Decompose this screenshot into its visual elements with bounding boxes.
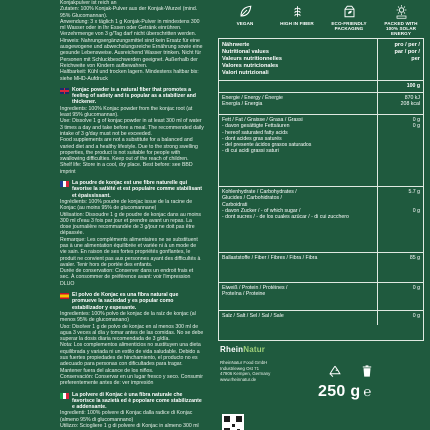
recycling-icon <box>328 364 342 378</box>
eco-packaging-icon <box>342 4 357 19</box>
uk-flag-icon <box>60 88 69 94</box>
de-line: Anwendung: 3 x täglich 1 g Konjak-Pulver in mindestens 300 ml Wasser oder in Ihr Essen oder Getränk einrühren. <box>60 18 200 32</box>
trash-bin-icon <box>360 364 374 378</box>
nutrition-row-salt <box>219 311 423 325</box>
italian-section <box>60 392 204 430</box>
badge-high-fiber <box>276 0 318 36</box>
brand-name-part1: Rhein <box>220 345 244 354</box>
brand-name-part2: Natur <box>243 345 266 354</box>
row-label: Eiweiß / Protein / Protéines / Proteína / Proteine <box>222 285 288 298</box>
nutrition-table <box>218 38 424 341</box>
feature-icons <box>216 0 430 36</box>
french-heading: La poudre de konjac est une fibre naturelle qui favorise la satiété et est populaire comme stabilisant et épaississant. <box>72 180 203 199</box>
brand-block <box>220 345 290 382</box>
row-label: Kohlenhydrate / Carbohydrates / Glucides / Carbohidratos / Carboidrati - davon Zucker / - of which sugar / - dont sucres / - de los cuales azúcar / - di cui zucchero <box>222 189 349 221</box>
nutrition-per-header: pro / per / par / por / per <box>377 39 423 80</box>
es-line: Ingredientes: 100% polvo de konjac de la raíz de konjac (al menos 95% de glucomanano) <box>60 310 196 324</box>
nutrition-row-fiber <box>219 253 423 283</box>
nutrition-row-protein <box>219 283 423 311</box>
nutrition-row-per100g <box>219 81 423 93</box>
row-value: 100 g <box>377 81 423 92</box>
row-label: Energie / Energy / Énergie Energía / Energia <box>222 95 283 108</box>
it-line: Ingredienti: 100% polvere di Konjac dalla radice di Konjac (almeno 95% di glucomannano) <box>60 410 193 423</box>
german-section <box>60 0 204 82</box>
de-line: Zutaten: 100% Konjak-Pulver aus der Konjak-Wurzel (mind. 95% Glucomannan). <box>60 6 198 19</box>
it-line: Utilizzo: Sciogliere 1 g di polvere di Konjac in almeno 300 ml <box>60 423 199 429</box>
row-label <box>219 81 377 92</box>
badge-solar-energy <box>380 0 422 36</box>
row-value: 0 g 0 g <box>377 115 423 186</box>
english-section <box>60 87 204 175</box>
label-text-column <box>0 0 210 430</box>
nutrition-row-fat <box>219 115 423 187</box>
en-line: Ingredients: 100% Konjac powder from the konjac root (at least 95% glucomannan). <box>60 105 193 119</box>
solar-energy-icon <box>394 4 409 19</box>
spain-flag-icon <box>60 293 69 299</box>
de-line: Verzehrmenge von 3 g/Tag darf nicht überschritten werden. <box>60 31 197 38</box>
badge-vegan <box>224 0 266 36</box>
badge-eco-packaging <box>328 0 370 36</box>
vegan-leaf-icon <box>238 4 253 19</box>
net-weight-value: 250 g <box>318 383 361 400</box>
es-line: Nota: Los complementos alimenticios no sustituyen una dieta equilibrada y variada ni un estilo de vida saludable. Debido a sus fuertes propiedades de hinchamiento, el producto no es adecuado para personas con dificultades para tragar. Mantener fuera del alcance de los niños. <box>60 342 201 374</box>
spanish-heading: El polvo de Konjac es una fibra natural que promueve la saciedad y es popular como estabilizador y espesante. <box>72 292 179 311</box>
qr-code[interactable] <box>222 414 244 430</box>
row-value: 5.7 g 0 g <box>377 187 423 252</box>
row-label: Ballaststoffe / Fiber / Fibres / Fibra / Fibra <box>222 255 318 261</box>
es-line: Conservación: Conservar en un lugar fresco y seco. Consumir preferentemente antes de: ver impresión <box>60 373 204 387</box>
spanish-section <box>60 292 204 386</box>
row-value: 870 kJ 208 kcal <box>377 93 423 114</box>
disposal-symbols <box>328 364 374 378</box>
row-value: 85 g <box>377 253 423 282</box>
badge-label: VEGAN <box>236 21 254 26</box>
badge-label: ECO-FRIENDLY PACKAGING <box>331 21 367 32</box>
estimated-sign-icon: ℮ <box>363 384 372 399</box>
en-line: Food supplements are not a substitute for a balanced and varied diet and a healthy lifestyle. Due to the strong swelling properties, the product is not suitable for people with swallowing difficulties. Keep out of the reach of children. <box>60 137 198 163</box>
france-flag-icon <box>60 181 69 187</box>
fr-line: Remarque: Les compléments alimentaires ne se substituent pas à une alimentation équilibrée et variée ni à un mode de vie sain. En raison de ses fortes propriétés gonflantes, le produit ne convient pas aux personnes ayant des difficultés à avaler. Tenir hors de portée des enfants. <box>60 236 201 268</box>
brand-logo <box>220 345 290 354</box>
nutrition-title: Nährwerte Nutritional values Valeurs nutritionnelles Valores nutricionales Valori nutrizionali <box>222 42 282 76</box>
english-heading: Konjac powder is a natural fiber that promotes a feeling of satiety and is popular as a stabilizer and thickener. <box>72 86 196 106</box>
fr-line: Ingrédients: 100% poudre de konjac issue de la racine de Konjac (au moins 95% de glucomannane) <box>60 198 193 212</box>
high-fiber-icon <box>290 4 305 19</box>
nutrition-row-energy <box>219 93 423 115</box>
de-line: Hinweis: Nahrungsergänzungsmittel sind kein Ersatz für eine ausgewogene und abwechslungsreiche Ernährung sowie eine gesunde Lebensweise. Ausreichend Wasser trinken. Nicht für Personen mit Schluckbeschwerden geeignet. Außerhalb der Reichweite von Kindern aufbewahren. <box>60 37 203 69</box>
row-label: Fett / Fat / Graisse / Grasa / Grassi - davon gesättigte Fettsäuren - hereof saturated fatty acids - dont acides gras saturés - del presente ácidos grasos saturados - di cui acidi grassi saturi <box>222 117 312 155</box>
badge-label: PACKED WITH 100% SOLAR ENERGY <box>384 21 418 37</box>
net-weight <box>318 383 372 401</box>
es-line: Uso: Disolver 1 g de polvo de konjac en al menos 300 ml de agua 3 veces al día y tomar antes de las comidas. No se debe superar la dosis diaria recomendada de 3 g/día. <box>60 323 204 343</box>
row-value: 0 g <box>377 283 423 310</box>
en-line: Use: Dissolve 1 g of konjac powder in at least 300 ml of water 3 times a day and take before a meal. The recommended daily intake of 3 g/day must not be exceeded. <box>60 118 204 137</box>
row-label: Salz / Salt / Sel / Sal / Sale <box>222 313 284 319</box>
italian-heading: La polvere di Konjac è una fibra naturale che favorisce la sazietà ed è popolare come stabilizzante e addensante. <box>72 391 202 411</box>
de-line: Haltbarkeit: Kühl und trocken lagern. Mindestens haltbar bis: siehe MHD-Aufdruck <box>60 69 199 82</box>
nutrition-row-carbohydrates <box>219 187 423 253</box>
fr-line: Utilisation: Dissoudre 1 g de poudre de konjac dans au moins 300 ml d'eau 3 fois par jour et prendre avant un repas. La dose journalière recommandée de 3 g/jour ne doit pas être dépassée. <box>60 211 202 237</box>
de-line: Konjakpulver ist reich an <box>60 0 117 6</box>
manufacturer-address: RheinNatur Food GmbH Industrieweg Ost 71 47906 Kempen, Germany www.rheinnatur.de <box>220 360 271 382</box>
en-line: Shelf life: Store in a cool, dry place. Best before: see BBD imprint <box>60 162 193 175</box>
nutrition-header <box>219 39 423 81</box>
fr-line: Durée de conservation: Conserver dans un endroit frais et sec. À consommer de préférence avant: voir l'impression DLUO <box>60 268 194 287</box>
badge-label: HIGH IN FIBER <box>280 21 314 26</box>
french-section <box>60 180 204 287</box>
row-value: 0 g <box>377 311 423 325</box>
italy-flag-icon <box>60 393 69 399</box>
